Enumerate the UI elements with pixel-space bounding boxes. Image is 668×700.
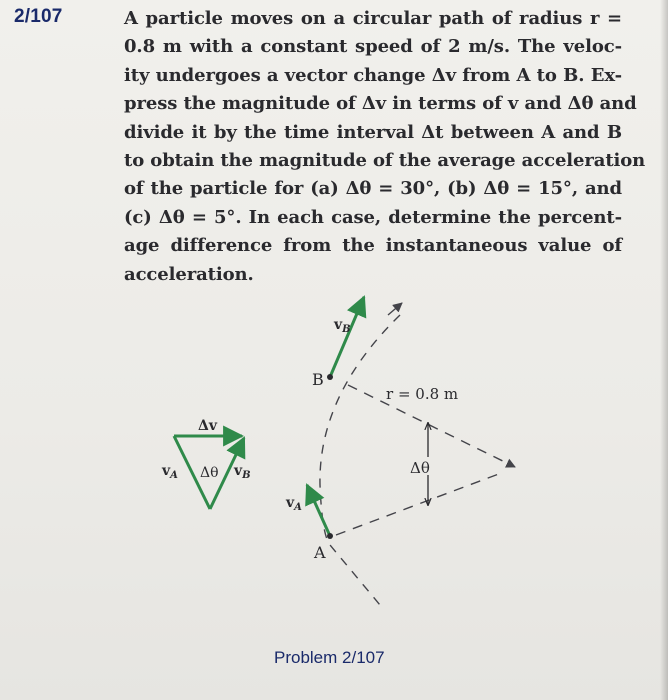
problem-line: age difference from the instantaneous value of — [124, 235, 622, 257]
problem-line: 0.8 m with a constant speed of 2 m/s. The veloc- — [124, 36, 622, 58]
problem-line: (c) Δθ = 5°. In each case, determine the percent- — [124, 206, 622, 228]
page-edge-shadow — [660, 0, 668, 700]
path-vb-label: v — [334, 317, 343, 333]
svg-text:vB — [333, 317, 351, 335]
path-direction-arrow — [388, 303, 402, 315]
vb-arrow — [330, 297, 364, 377]
problem-line: press the magnitude of Δv in terms of v and Δθ and — [124, 93, 637, 115]
point-b-dot — [327, 374, 333, 380]
vb-subscript: B — [242, 470, 251, 481]
svg-text:vB — [233, 463, 251, 481]
path-va-label: v — [286, 495, 295, 511]
point-a-dot — [327, 533, 333, 539]
problem-line: A particle moves on a circular path of radius r = — [124, 8, 622, 29]
path-va-subscript: A — [294, 502, 302, 513]
radius-line-a — [336, 472, 504, 535]
circular-path — [320, 315, 400, 605]
angle-label: Δθ — [410, 459, 430, 477]
radius-label: r = 0.8 m — [386, 385, 459, 403]
delta-v-label: Δv — [198, 418, 217, 434]
problem-line: acceleration. — [124, 263, 254, 285]
point-a-label: A — [314, 543, 326, 562]
problem-line: ity undergoes a vector change Δv from A to B. Ex- — [124, 64, 622, 86]
problem-number: 2/107 — [14, 6, 63, 27]
figure-caption: Problem 2/107 — [274, 648, 385, 667]
velocity-triangle — [161, 418, 251, 509]
va-label: v — [162, 463, 171, 479]
problem-line: of the particle for (a) Δθ = 30°, (b) Δθ = 15°, and — [124, 178, 622, 200]
va-subscript: A — [170, 470, 178, 481]
svg-text:vA — [161, 463, 178, 481]
point-b-label: B — [312, 370, 324, 389]
path-vb-subscript: B — [342, 324, 351, 335]
triangle-angle-label: Δθ — [200, 465, 219, 481]
svg-text:vA — [285, 495, 302, 513]
problem-line: to obtain the magnitude of the average acceleration — [124, 150, 646, 172]
circular-motion-figure — [140, 285, 540, 645]
problem-line: divide it by the time interval Δt between A and B — [124, 121, 622, 143]
va-arrow — [307, 485, 330, 536]
problem-statement — [124, 5, 646, 289]
vb-label: v — [234, 463, 243, 479]
